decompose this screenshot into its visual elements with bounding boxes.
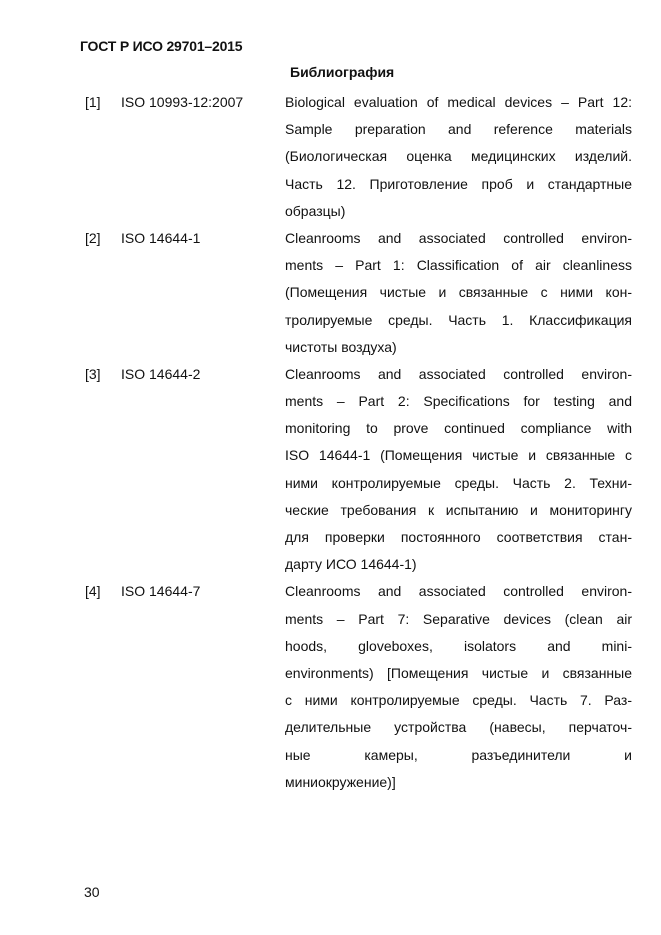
entry-description-line: миниокружение)]	[285, 773, 396, 790]
entry-description-line: образцы)	[285, 202, 346, 219]
entry-reference: ISO 14644-1	[121, 229, 201, 246]
bibliography-entry	[0, 578, 661, 796]
entry-description-line: Biological evaluation of medical devices – Part 12:	[285, 94, 632, 110]
entry-description-line: (Помещения чистые и связанные с ними кон-	[285, 284, 632, 301]
entry-description-line: Sample preparation and reference materials	[285, 121, 632, 138]
entry-description-line: ments – Part 7: Separative devices (clean air	[285, 610, 632, 627]
entry-description-line: ческие требования к испытанию и мониторингу	[285, 501, 632, 518]
entry-description-line: environments) [Помещения чистые и связанные	[285, 664, 632, 681]
page-number: 30	[84, 884, 100, 900]
entry-description-line: ISO 14644-1 (Помещения чистые и связанные с	[285, 447, 632, 464]
entry-description-line: Часть 12. Приготовление проб и стандартные	[285, 175, 632, 192]
entry-description-line: (Биологическая оценка медицинских изделий.	[285, 148, 632, 165]
entry-description-line: ные камеры, разъединители и	[285, 746, 632, 763]
entry-reference: ISO 14644-7	[121, 583, 201, 600]
bibliography-entry	[0, 225, 661, 361]
bibliography-list	[0, 89, 661, 796]
entry-reference: ISO 10993-12:2007	[121, 94, 244, 110]
entry-description-line: ments – Part 2: Specifications for testing and	[285, 393, 632, 410]
entry-description-line: monitoring to prove continued compliance with	[285, 420, 632, 437]
bibliography-entry	[0, 361, 661, 579]
entry-reference: ISO 14644-2	[121, 365, 201, 382]
entry-number: [2]	[85, 229, 101, 246]
entry-description	[285, 89, 632, 225]
entry-description-line: Cleanrooms and associated controlled environ-	[285, 229, 632, 246]
entry-description	[285, 361, 632, 579]
entry-description-line: с ними контролируемые среды. Часть 7. Раз-	[285, 692, 632, 709]
entry-description-line: дарту ИСО 14644-1)	[285, 556, 417, 573]
entry-number: [3]	[85, 365, 101, 382]
entry-number: [4]	[85, 583, 101, 600]
bibliography-title: Библиография	[290, 64, 395, 80]
entry-description-line: чистоты воздуха)	[285, 338, 397, 355]
entry-description	[285, 578, 632, 796]
entry-description-line: тролируемые среды. Часть 1. Классификация	[285, 311, 632, 328]
entry-description-line: ments – Part 1: Classification of air cleanliness	[285, 257, 632, 274]
entry-description-line: Cleanrooms and associated controlled environ-	[285, 583, 632, 600]
entry-description-line: hoods, gloveboxes, isolators and mini-	[285, 637, 632, 654]
entry-description-line: Cleanrooms and associated controlled environ-	[285, 365, 632, 382]
entry-description-line: делительные устройства (навесы, перчаточ-	[285, 719, 632, 736]
bibliography-entry	[0, 89, 661, 225]
entry-description-line: ними контролируемые среды. Часть 2. Техни-	[285, 474, 632, 491]
entry-description-line: для проверки постоянного соответствия стан-	[285, 529, 632, 545]
entry-description	[285, 225, 632, 361]
document-header-standard-code: ГОСТ Р ИСО 29701–2015	[80, 38, 243, 54]
entry-number: [1]	[85, 94, 101, 110]
